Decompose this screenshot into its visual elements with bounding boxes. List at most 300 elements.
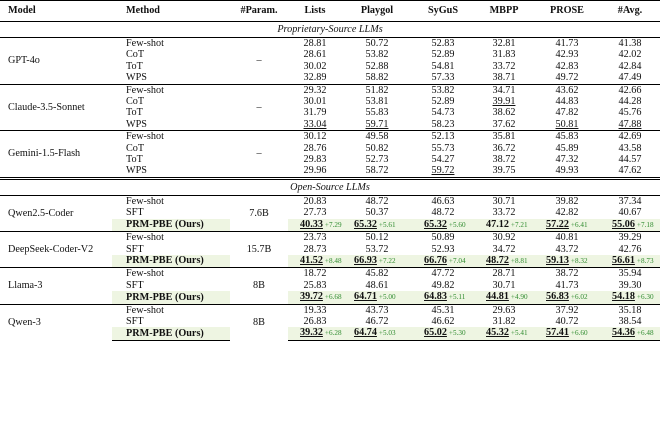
score-cell [534,207,600,218]
score-delta: +6.41 [570,220,588,229]
score-value: 28.81 [303,38,327,49]
score-cell [474,268,534,280]
score-cell [412,143,474,154]
proprietary-section-label: Proprietary-Source LLMs [277,24,383,35]
score-value: 59.13 [546,254,569,266]
score-cell [474,291,534,304]
score-cell [600,119,660,131]
method-name: Few-shot [112,232,230,244]
open-section-row [0,178,660,195]
score-cell [342,107,412,118]
score-cell [288,255,342,268]
table-header [0,1,660,22]
score-cell [534,327,600,340]
score-delta: +5.41 [510,329,528,338]
score-cell [474,304,534,316]
param-count: – [230,38,288,85]
score-delta: +5.60 [448,220,466,229]
score-value: 52.73 [365,154,389,166]
score-cell [600,165,660,178]
score-value: 49.58 [365,131,389,143]
score-value: 41.52 [300,254,323,266]
score-value: 42.76 [618,243,642,255]
model-name: Llama-3 [0,268,112,304]
score-value: 20.83 [303,195,327,207]
score-cell [474,72,534,84]
score-cell [288,291,342,304]
score-value: 29.83 [303,154,327,166]
score-delta: +4.90 [510,293,528,302]
score-cell [342,255,412,268]
score-cell [288,119,342,131]
score-cell [288,131,342,143]
score-value: 42.83 [555,60,579,72]
score-cell [600,61,660,72]
score-value: 56.83 [546,291,569,303]
score-cell [342,232,412,244]
score-value: 37.92 [555,304,579,316]
table-row [0,131,660,143]
score-cell [342,143,412,154]
score-cell [412,232,474,244]
score-cell [288,232,342,244]
param-count: – [230,84,288,131]
score-cell [600,232,660,244]
score-cell [412,49,474,60]
score-cell [534,143,600,154]
score-value: 34.72 [492,243,516,255]
score-value: 64.71 [354,291,377,303]
score-cell [600,154,660,165]
header-param: #Param. [240,5,278,16]
score-value: 50.81 [555,118,579,130]
score-value: 58.82 [365,72,389,84]
param-count: 8B [230,304,288,340]
score-cell [534,219,600,232]
table-body [0,22,660,341]
score-cell [342,304,412,316]
score-value: 42.82 [555,207,579,219]
score-cell [600,327,660,340]
score-cell [288,107,342,118]
score-value: 19.33 [303,304,327,316]
score-value: 38.62 [492,107,516,119]
score-value: 50.72 [365,38,389,49]
score-value: 52.93 [431,243,455,255]
score-cell [600,255,660,268]
score-cell [474,232,534,244]
score-value: 47.72 [431,268,455,280]
score-cell [288,304,342,316]
score-cell [288,268,342,280]
score-value: 66.93 [354,254,377,266]
score-cell [288,154,342,165]
score-cell [474,195,534,207]
score-value: 53.82 [431,84,455,96]
score-value: 28.76 [303,142,327,154]
score-value: 50.37 [365,207,389,219]
score-value: 29.63 [492,304,516,316]
method-name: Few-shot [112,304,230,316]
score-value: 18.72 [303,268,327,280]
header-method: Method [126,5,160,16]
method-name: PRM-PBE (Ours) [126,219,204,231]
score-cell [474,244,534,255]
table-row [0,304,660,316]
method-name: SFT [126,279,144,291]
header-sygus: SyGuS [427,5,458,16]
score-value: 54.27 [431,154,455,166]
score-cell [600,219,660,232]
score-value: 29.96 [303,165,327,177]
score-cell [600,38,660,50]
score-cell [534,72,600,84]
score-delta: +8.48 [324,256,342,265]
score-cell [600,268,660,280]
method-name: PRM-PBE (Ours) [112,327,230,340]
score-value: 33.04 [303,118,327,130]
param-count: 8B [230,268,288,304]
score-cell [412,219,474,232]
score-value: 26.83 [303,315,327,327]
score-value: 52.83 [431,38,455,49]
score-value: 32.81 [492,38,516,49]
score-cell [474,38,534,50]
score-cell [288,143,342,154]
score-value: 30.92 [492,232,516,244]
score-value: 64.83 [424,291,447,303]
header-mbpp: MBPP [489,5,519,16]
score-value: 40.81 [555,232,579,244]
score-value: 45.31 [431,304,455,316]
score-value: 34.71 [492,84,516,96]
score-value: 50.12 [365,232,389,244]
score-cell [474,131,534,143]
score-value: 37.62 [492,118,516,130]
open-section-label: Open-Source LLMs [0,178,660,195]
score-cell [412,316,474,327]
score-value: 47.32 [555,154,579,166]
score-delta: +7.21 [510,220,528,229]
score-cell [600,207,660,218]
score-cell [534,304,600,316]
score-cell [412,38,474,50]
score-value: 46.72 [365,315,389,327]
score-cell [412,61,474,72]
score-value: 38.71 [492,72,516,84]
score-value: 47.12 [486,218,509,230]
score-cell [474,96,534,107]
score-cell [288,49,342,60]
score-cell [474,316,534,327]
score-value: 41.73 [555,38,579,49]
proprietary-section-row [0,22,660,38]
score-value: 53.81 [365,96,389,108]
score-value: 45.83 [555,131,579,143]
score-cell [474,255,534,268]
score-cell [474,219,534,232]
method-name: Few-shot [112,268,230,280]
score-value: 43.62 [555,84,579,96]
score-cell [412,165,474,178]
score-cell [534,316,600,327]
score-value: 39.82 [555,195,579,207]
score-cell [412,280,474,291]
score-value: 57.22 [546,218,569,230]
score-value: 30.12 [303,131,327,143]
table-row [0,268,660,280]
score-value: 28.71 [492,268,516,280]
score-cell [534,96,600,107]
method-name: CoT [126,49,145,61]
method-name: CoT [126,96,145,108]
score-cell [600,107,660,118]
score-value: 33.72 [492,207,516,219]
score-value: 55.06 [612,218,635,230]
score-value: 45.76 [618,107,642,119]
score-cell [288,195,342,207]
score-cell [534,154,600,165]
header-playgol: Playgol [360,5,394,16]
score-cell [288,165,342,178]
score-cell [288,280,342,291]
table-row [0,84,660,96]
score-cell [288,244,342,255]
table-row [0,232,660,244]
score-value: 44.57 [618,154,642,166]
score-cell [600,131,660,143]
method-name: SFT [126,315,144,327]
score-value: 40.33 [300,218,323,230]
score-value: 44.81 [486,291,509,303]
score-delta: +6.48 [636,329,654,338]
score-value: 38.72 [492,154,516,166]
score-cell [288,327,342,340]
score-value: 39.32 [300,327,323,339]
score-delta: +5.11 [448,293,466,302]
score-cell [474,280,534,291]
score-cell [342,131,412,143]
method-name: Few-shot [112,131,230,143]
score-value: 40.67 [618,207,642,219]
score-value: 66.76 [424,254,447,266]
score-value: 52.89 [431,96,455,108]
score-cell [534,255,600,268]
score-cell [534,232,600,244]
score-cell [412,195,474,207]
score-value: 56.61 [612,254,635,266]
method-name: SFT [126,207,144,219]
score-value: 28.73 [303,243,327,255]
score-value: 42.84 [618,60,642,72]
score-value: 35.94 [618,268,642,280]
score-cell [600,143,660,154]
score-cell [474,49,534,60]
score-cell [412,244,474,255]
score-delta: +8.81 [510,256,528,265]
score-value: 42.69 [618,131,642,143]
score-cell [412,96,474,107]
score-value: 53.82 [365,49,389,61]
score-cell [342,195,412,207]
score-value: 65.32 [424,218,447,230]
score-value: 32.89 [303,72,327,84]
score-delta: +6.68 [324,293,342,302]
score-value: 65.02 [424,327,447,339]
score-cell [600,72,660,84]
model-name: Gemini-1.5-Flash [0,131,112,179]
score-value: 47.62 [618,165,642,177]
table-row [0,38,660,50]
score-cell [288,72,342,84]
method-name: Few-shot [112,195,230,207]
score-cell [342,38,412,50]
method-name: WPS [126,165,147,177]
score-delta: +5.61 [378,220,396,229]
score-delta: +6.30 [636,293,654,302]
score-value: 46.63 [431,195,455,207]
score-value: 43.58 [618,142,642,154]
header-model: Model [8,5,36,16]
score-cell [342,219,412,232]
score-cell [342,154,412,165]
score-value: 43.73 [365,304,389,316]
score-value: 30.02 [303,60,327,72]
score-cell [600,304,660,316]
score-cell [412,268,474,280]
score-value: 54.73 [431,107,455,119]
score-cell [288,207,342,218]
score-cell [600,291,660,304]
score-cell [288,96,342,107]
score-value: 44.28 [618,96,642,108]
model-name: Qwen2.5-Coder [0,195,112,231]
score-value: 48.72 [365,195,389,207]
score-delta: +7.18 [636,220,654,229]
score-cell [600,49,660,60]
score-value: 39.72 [300,291,323,303]
score-value: 40.72 [555,315,579,327]
score-cell [534,195,600,207]
score-value: 54.81 [431,60,455,72]
score-value: 33.72 [492,60,516,72]
method-name: WPS [126,72,147,84]
score-cell [412,327,474,340]
score-value: 39.75 [492,165,516,177]
score-value: 57.41 [546,327,569,339]
score-cell [474,154,534,165]
score-value: 47.49 [618,72,642,84]
score-cell [534,280,600,291]
score-cell [474,143,534,154]
header-prose: PROSE [550,5,584,16]
score-value: 28.61 [303,49,327,61]
score-cell [474,207,534,218]
score-cell [534,107,600,118]
score-delta: +6.02 [570,293,588,302]
score-delta: +6.28 [324,329,342,338]
score-value: 49.72 [555,72,579,84]
score-value: 58.72 [365,165,389,177]
score-value: 30.71 [492,279,516,291]
score-value: 58.23 [431,118,455,130]
score-cell [288,38,342,50]
score-value: 39.30 [618,279,642,291]
score-cell [600,96,660,107]
score-value: 45.89 [555,142,579,154]
score-cell [342,119,412,131]
score-cell [342,84,412,96]
score-value: 47.82 [555,107,579,119]
score-value: 47.88 [618,118,642,130]
score-value: 57.33 [431,72,455,84]
score-value: 23.73 [303,232,327,244]
score-delta: +7.04 [448,256,466,265]
score-value: 65.32 [354,218,377,230]
method-name: PRM-PBE (Ours) [126,291,204,303]
score-value: 41.73 [555,279,579,291]
score-cell [474,119,534,131]
score-cell [412,255,474,268]
score-value: 52.89 [431,49,455,61]
score-value: 59.71 [365,118,389,130]
method-name: Few-shot [112,84,230,96]
score-value: 52.88 [365,60,389,72]
param-count: 7.6B [230,195,288,231]
score-cell [412,84,474,96]
header-row [0,1,660,22]
score-cell [534,49,600,60]
score-cell [412,119,474,131]
score-cell [412,291,474,304]
score-cell [474,84,534,96]
score-value: 53.72 [365,243,389,255]
score-value: 42.66 [618,84,642,96]
score-cell [534,268,600,280]
header-lists: Lists [304,5,326,16]
score-cell [342,291,412,304]
score-value: 31.79 [303,107,327,119]
score-value: 30.71 [492,195,516,207]
score-cell [342,72,412,84]
model-name: Qwen-3 [0,304,112,340]
score-cell [600,280,660,291]
score-value: 27.73 [303,207,327,219]
score-value: 64.74 [354,327,377,339]
score-delta: +5.30 [448,329,466,338]
score-value: 50.89 [431,232,455,244]
score-delta: +6.60 [570,329,588,338]
method-name: WPS [126,118,147,130]
score-cell [288,61,342,72]
score-value: 42.02 [618,49,642,61]
score-value: 49.93 [555,165,579,177]
score-value: 48.61 [365,279,389,291]
score-value: 55.73 [431,142,455,154]
score-cell [474,61,534,72]
score-delta: +7.29 [324,220,342,229]
score-cell [412,154,474,165]
model-name: DeepSeek-Coder-V2 [0,232,112,268]
score-value: 39.29 [618,232,642,244]
score-cell [600,316,660,327]
score-cell [534,291,600,304]
score-value: 52.13 [431,131,455,143]
score-cell [534,38,600,50]
header-avg: #Avg. [617,5,643,16]
score-cell [342,327,412,340]
score-cell [412,72,474,84]
